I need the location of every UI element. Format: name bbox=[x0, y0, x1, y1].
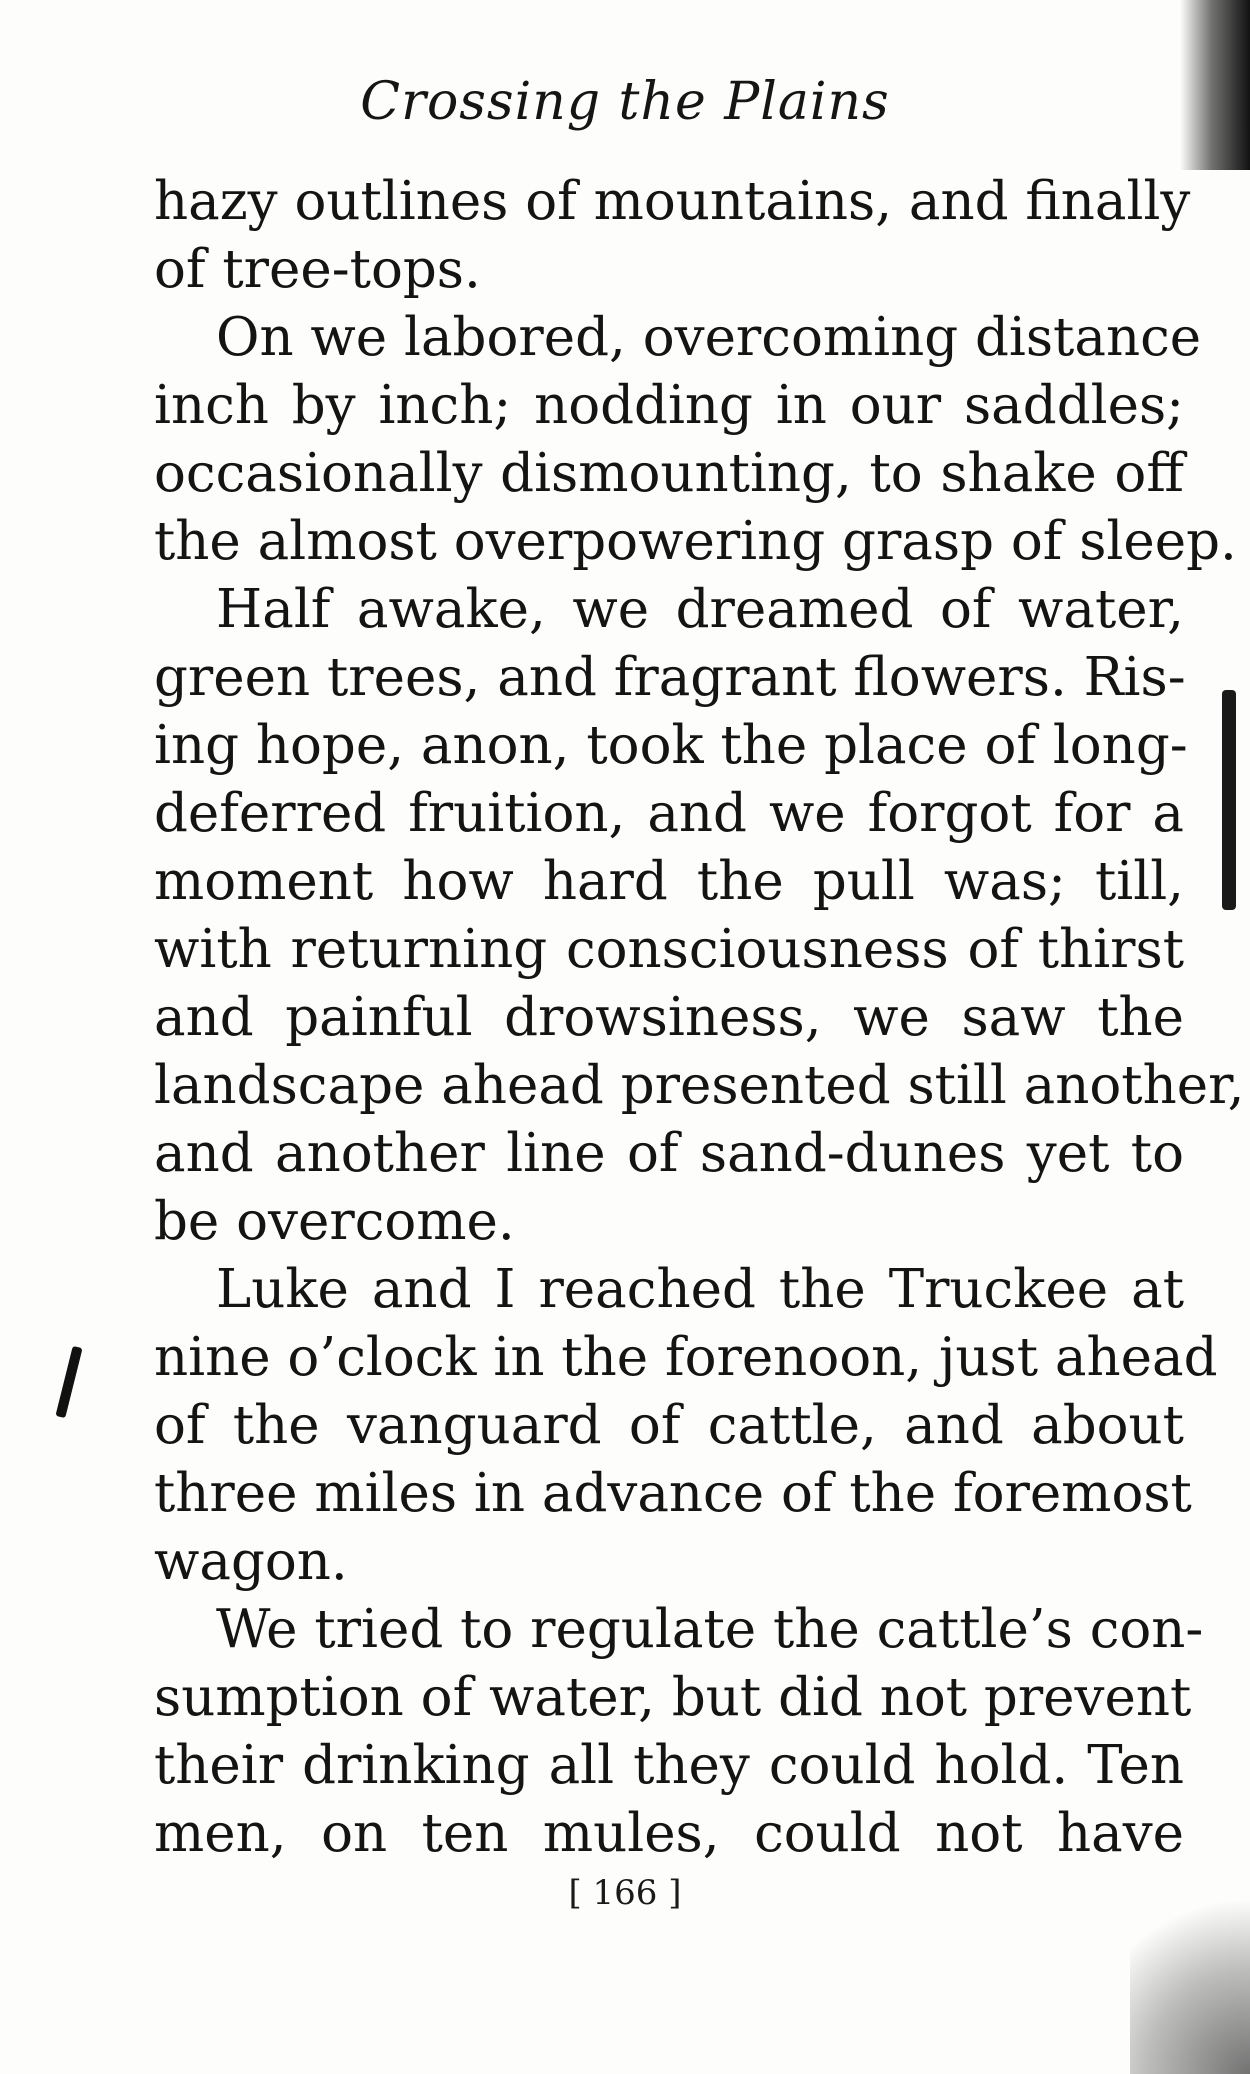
text-line: of tree-tops. bbox=[154, 239, 481, 300]
text-line: men, on ten mules, could not have bbox=[154, 1803, 1184, 1864]
text-line: occasionally dismounting, to shake off bbox=[154, 443, 1184, 504]
text-line: three miles in advance of the foremost bbox=[154, 1463, 1192, 1524]
text-line: their drinking all they could hold. Ten bbox=[154, 1735, 1184, 1796]
text-line: nine o’clock in the forenoon, just ahead bbox=[154, 1327, 1218, 1388]
text-line: Luke and I reached the Truckee at bbox=[216, 1259, 1184, 1320]
text-line: ing hope, anon, took the place of long- bbox=[154, 715, 1188, 776]
text-line: On we labored, overcoming distance bbox=[216, 307, 1202, 368]
text-line: Half awake, we dreamed of water, bbox=[216, 579, 1184, 640]
text-line: of the vanguard of cattle, and about bbox=[154, 1395, 1184, 1456]
text-line: moment how hard the pull was; till, bbox=[154, 851, 1184, 912]
text-line: hazy outlines of mountains, and finally bbox=[154, 171, 1191, 232]
text-line: sumption of water, but did not prevent bbox=[154, 1667, 1192, 1728]
text-line: the almost overpowering grasp of sleep. bbox=[154, 511, 1237, 572]
text-line: landscape ahead presented still another, bbox=[154, 1055, 1245, 1116]
text-line: inch by inch; nodding in our saddles; bbox=[154, 375, 1184, 436]
page-number: [ 166 ] bbox=[568, 1873, 682, 1913]
text-line: and another line of sand-dunes yet to bbox=[154, 1123, 1184, 1184]
text-line: and painful drowsiness, we saw the bbox=[154, 987, 1184, 1048]
text-line: green trees, and fragrant flowers. Ris- bbox=[154, 647, 1186, 708]
body-text bbox=[154, 168, 1245, 1868]
text-line: We tried to regulate the cattle’s con- bbox=[216, 1599, 1204, 1660]
margin-pencil-mark bbox=[55, 1346, 82, 1418]
text-line: with returning consciousness of thirst bbox=[154, 919, 1184, 980]
running-head: Crossing the Plains bbox=[360, 72, 890, 132]
text-line: be overcome. bbox=[154, 1191, 515, 1252]
text-line: wagon. bbox=[154, 1531, 348, 1592]
text-line: deferred fruition, and we forgot for a bbox=[154, 783, 1184, 844]
scan-mark-right bbox=[1222, 690, 1236, 910]
